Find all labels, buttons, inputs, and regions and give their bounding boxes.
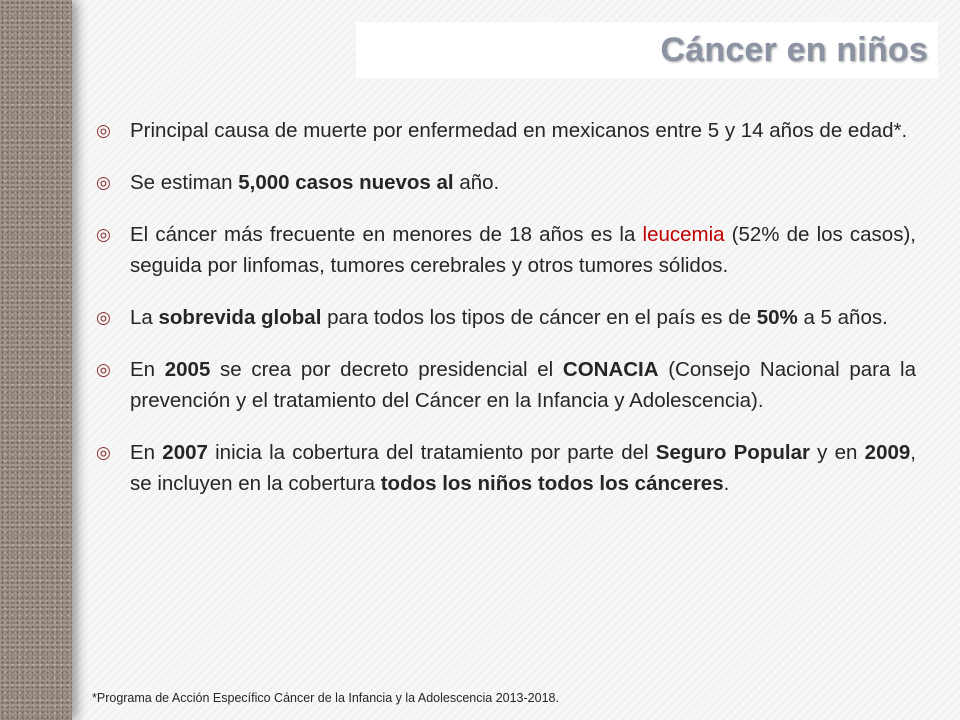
- bullet-item: [96, 167, 916, 198]
- highlighted-text: leucemia: [642, 223, 725, 246]
- bullet-text: [130, 437, 916, 499]
- bullet-item: [96, 219, 916, 281]
- bullet-target-icon: ◎: [96, 173, 111, 192]
- bold-text: sobrevida global: [158, 306, 322, 329]
- bullet-target-icon: ◎: [96, 225, 111, 244]
- bold-text: 2005: [164, 358, 211, 381]
- bullet-item: [96, 115, 916, 146]
- bullet-text: [130, 354, 916, 416]
- bullet-text: [130, 115, 916, 146]
- bold-text: 2009: [864, 441, 911, 464]
- text-segment: para todos los tipos de cáncer en el país es de: [321, 306, 757, 329]
- title-box: [356, 22, 938, 78]
- text-segment: se crea por decreto presidencial el: [210, 358, 563, 381]
- text-segment: Principal causa de muerte por enfermedad en mexicanos entre 5 y 14 años de edad*.: [130, 119, 908, 142]
- bold-text: 5,000 casos nuevos al: [238, 171, 454, 194]
- text-segment: (Consejo Nacional para la prevención y el tratamiento del Cáncer en la Infancia y Adolescencia).: [130, 358, 917, 412]
- bullet-item: [96, 302, 916, 333]
- slide-title: Cáncer en niños: [660, 30, 928, 69]
- bold-text: 50%: [756, 306, 798, 329]
- text-segment: Se estiman: [130, 171, 239, 194]
- bold-text: CONACIA: [562, 358, 659, 381]
- decorative-side-strip: [0, 0, 72, 720]
- bullet-target-icon: ◎: [96, 121, 111, 140]
- text-segment: En: [130, 441, 163, 464]
- bold-text: 2007: [162, 441, 208, 464]
- footnote: *Programa de Acción Específico Cáncer de la Infancia y la Adolescencia 2013-2018.: [92, 691, 559, 705]
- text-segment: y en: [809, 441, 865, 464]
- bullet-target-icon: ◎: [96, 360, 111, 379]
- bullet-list: [96, 115, 916, 520]
- text-segment: La: [130, 306, 159, 329]
- text-segment: a 5 años.: [797, 306, 888, 329]
- bullet-item: [96, 437, 916, 499]
- bullet-text: [130, 219, 916, 281]
- text-segment: El cáncer más frecuente en menores de 18 años es la: [130, 223, 643, 246]
- bullet-text: [130, 167, 916, 198]
- bullet-text: [130, 302, 916, 333]
- bullet-item: [96, 354, 916, 416]
- text-segment: , se incluyen en la cobertura: [130, 441, 916, 495]
- bold-text: Seguro Popular: [655, 441, 810, 464]
- text-segment: (52% de los casos), seguida por linfomas, tumores cerebrales y otros tumores sólidos.: [130, 223, 916, 277]
- text-segment: inicia la cobertura del tratamiento por parte del: [207, 441, 656, 464]
- text-segment: .: [723, 472, 730, 495]
- bullet-target-icon: ◎: [96, 308, 111, 327]
- text-segment: En: [130, 358, 165, 381]
- bold-text: todos los niños todos los cánceres: [380, 472, 724, 495]
- text-segment: año.: [453, 171, 500, 194]
- bullet-target-icon: ◎: [96, 443, 111, 462]
